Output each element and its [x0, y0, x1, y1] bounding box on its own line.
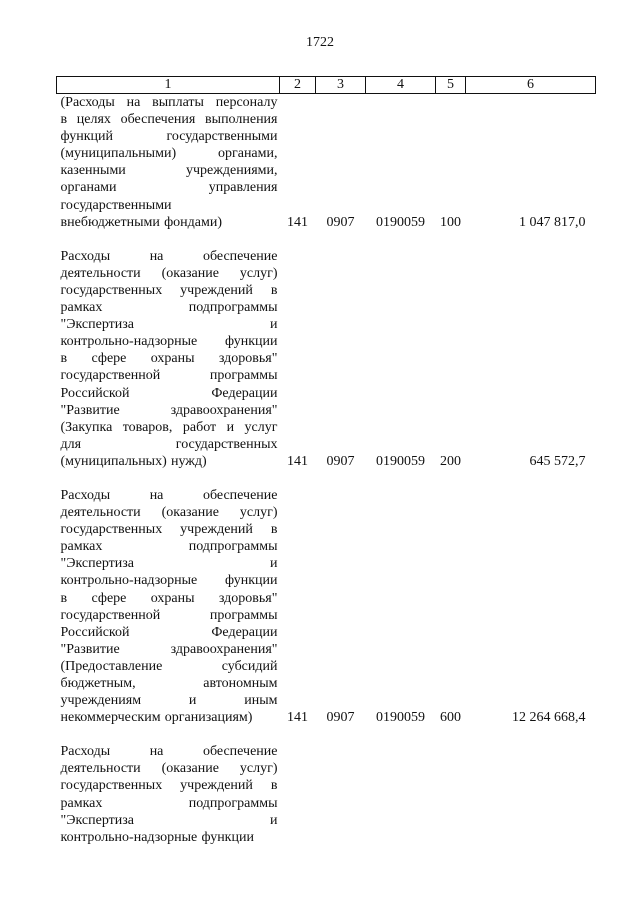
- description-word: казенными: [60, 163, 126, 179]
- description-word: "Развитие: [60, 402, 120, 418]
- description-word: Расходы: [60, 744, 111, 760]
- amount-cell: 645 572,7: [529, 453, 586, 469]
- description-word: бюджетным,: [60, 676, 136, 691]
- amount-cell: 12 264 668,4: [512, 710, 586, 726]
- description-line: [61, 709, 278, 726]
- description-word: нужд): [170, 453, 207, 469]
- description-line: [61, 743, 278, 760]
- description-word: фондами): [164, 214, 222, 230]
- description-line: [61, 607, 278, 624]
- description-word: сфере: [91, 590, 127, 606]
- description-line: [61, 265, 278, 282]
- description-word: учреждениями,: [185, 163, 278, 179]
- description-word: товаров,: [122, 419, 173, 435]
- description-word: иным: [244, 693, 278, 709]
- description-word: (Расходы: [60, 95, 115, 110]
- description-word: услуг): [239, 761, 278, 777]
- description-word: обеспечение: [202, 744, 278, 760]
- description-line: [61, 760, 278, 777]
- description-word: "Экспертиза: [60, 317, 134, 333]
- description-line: [61, 795, 278, 812]
- section-code-cell: 0907: [326, 214, 355, 230]
- description-word: Федерации: [211, 624, 278, 640]
- row-description: [57, 94, 280, 231]
- description-word: Российской: [60, 385, 130, 401]
- admin-code-cell: [280, 743, 316, 846]
- description-word: органами,: [217, 146, 278, 162]
- description-word: для: [60, 436, 82, 452]
- description-line: [61, 777, 278, 794]
- description-line: [61, 214, 278, 231]
- table-body: [57, 94, 596, 846]
- description-word: обеспечение: [202, 487, 278, 503]
- description-line: [61, 282, 278, 299]
- description-word: (муниципальными): [60, 146, 177, 162]
- description-word: рамках: [60, 795, 103, 811]
- description-word: контрольно-надзорные: [60, 334, 198, 350]
- description-word: функций: [60, 129, 113, 145]
- description-word: "Экспертиза: [60, 556, 134, 572]
- description-line: [61, 145, 278, 162]
- description-word: деятельности: [60, 505, 141, 521]
- description-line: [61, 350, 278, 367]
- description-word: в: [270, 282, 278, 298]
- description-line: [61, 316, 278, 333]
- description-word: контрольно-надзорные: [60, 829, 198, 845]
- description-word: и: [270, 812, 278, 828]
- description-word: в: [270, 778, 278, 794]
- row-spacer: [57, 231, 596, 248]
- description-word: государственных: [60, 282, 163, 298]
- description-line: [61, 128, 278, 145]
- description-word: государственной: [60, 368, 161, 384]
- description-line: [61, 521, 278, 538]
- description-word: организациям): [164, 710, 253, 726]
- description-word: государственными: [166, 129, 278, 145]
- description-line: [61, 487, 278, 504]
- description-word: на: [149, 487, 164, 503]
- description-word: услуг: [244, 419, 278, 435]
- description-word: обеспечение: [202, 248, 278, 264]
- description-word: работ: [182, 419, 217, 435]
- expense-type-cell: 200: [440, 453, 461, 469]
- description-word: программы: [209, 607, 278, 623]
- expense-type-cell: [436, 743, 466, 846]
- description-line: [61, 675, 278, 692]
- amount-cell: 1 047 817,0: [519, 214, 586, 230]
- description-word: органами: [60, 180, 117, 196]
- description-line: [61, 658, 278, 675]
- description-line: [61, 829, 278, 846]
- description-line: [61, 111, 278, 128]
- description-word: учреждений: [180, 522, 253, 538]
- description-word: "Экспертиза: [60, 812, 134, 828]
- expense-type-cell: 100: [440, 214, 461, 230]
- row-spacer: [57, 726, 596, 743]
- description-word: на: [149, 248, 164, 264]
- description-word: услуг): [239, 265, 278, 281]
- column-header-5: 5: [436, 77, 466, 94]
- description-word: деятельности: [60, 761, 141, 777]
- description-line: [61, 812, 278, 829]
- description-word: и: [188, 693, 197, 709]
- description-line: [61, 402, 278, 419]
- description-word: в: [60, 351, 68, 367]
- table-row: [57, 94, 596, 231]
- column-header-1: 1: [57, 77, 280, 94]
- admin-code-cell: 141: [287, 214, 308, 230]
- section-code-cell: 0907: [326, 710, 355, 726]
- description-word: внебюджетными: [60, 214, 160, 230]
- description-word: в: [60, 590, 68, 606]
- description-word: подпрограммы: [188, 300, 278, 316]
- description-word: (Предоставление: [60, 658, 163, 674]
- description-word: контрольно-надзорные: [60, 573, 198, 589]
- description-word: управления: [208, 180, 278, 196]
- description-word: на: [149, 744, 164, 760]
- description-word: Федерации: [211, 385, 278, 401]
- target-code-cell: 0190059: [376, 214, 425, 230]
- description-word: государственных: [60, 522, 163, 538]
- row-spacer: [57, 470, 596, 487]
- description-word: здоровья": [218, 590, 278, 606]
- description-line: [61, 333, 278, 350]
- description-word: обеспечения: [120, 112, 196, 128]
- description-word: сфере: [91, 351, 127, 367]
- description-word: подпрограммы: [188, 795, 278, 811]
- section-code-cell: 0907: [326, 453, 355, 469]
- description-line: [61, 179, 278, 196]
- column-header-6: 6: [466, 77, 596, 94]
- description-word: выполнения: [205, 112, 278, 128]
- description-word: услуг): [239, 505, 278, 521]
- description-line: [61, 641, 278, 658]
- description-word: и: [270, 556, 278, 572]
- description-line: [61, 94, 278, 111]
- description-word: программы: [209, 368, 278, 384]
- column-header-2: 2: [280, 77, 316, 94]
- row-description: [57, 743, 280, 846]
- description-line: [61, 299, 278, 316]
- description-word: (муниципальных): [60, 453, 167, 469]
- column-header-3: 3: [316, 77, 366, 94]
- description-word: государственных: [60, 778, 163, 794]
- description-word: подпрограммы: [188, 539, 278, 555]
- description-word: здравоохранения": [170, 402, 278, 418]
- description-word: персоналу: [215, 95, 278, 110]
- description-line: [61, 367, 278, 384]
- description-word: здравоохранения": [170, 641, 278, 657]
- target-code-cell: [366, 743, 436, 846]
- description-word: государственной: [60, 607, 161, 623]
- description-word: автономным: [203, 676, 278, 691]
- expense-type-cell: 600: [440, 710, 461, 726]
- amount-cell: [466, 743, 596, 846]
- table-row: [57, 487, 596, 726]
- description-word: учреждений: [180, 778, 253, 794]
- description-line: [61, 248, 278, 265]
- column-header-4: 4: [366, 77, 436, 94]
- description-word: на: [126, 95, 141, 110]
- budget-table: [56, 76, 596, 846]
- description-word: "Развитие: [60, 641, 120, 657]
- description-line: [61, 197, 278, 214]
- description-line: [61, 538, 278, 555]
- description-word: и: [226, 419, 235, 435]
- description-line: [61, 419, 278, 436]
- description-word: учреждений: [180, 282, 253, 298]
- table-row: [57, 743, 596, 846]
- description-word: охраны: [150, 590, 195, 606]
- description-word: Расходы: [60, 487, 111, 503]
- description-word: (оказание: [161, 505, 219, 521]
- description-line: [61, 692, 278, 709]
- description-line: [61, 385, 278, 402]
- description-line: [61, 453, 278, 470]
- description-word: (оказание: [161, 761, 219, 777]
- table-header-row: [57, 77, 596, 94]
- target-code-cell: 0190059: [376, 453, 425, 469]
- description-word: выплаты: [152, 95, 204, 110]
- description-word: Российской: [60, 624, 130, 640]
- description-word: функции: [225, 573, 278, 589]
- description-line: [61, 436, 278, 453]
- description-word: целях: [76, 112, 111, 128]
- description-word: рамках: [60, 539, 103, 555]
- description-word: учреждениям: [60, 693, 142, 709]
- description-line: [61, 590, 278, 607]
- row-description: [57, 487, 280, 726]
- row-description: [57, 248, 280, 470]
- target-code-cell: 0190059: [376, 710, 425, 726]
- description-word: некоммерческим: [60, 710, 161, 726]
- description-word: функции: [201, 829, 254, 845]
- description-word: рамках: [60, 300, 103, 316]
- description-word: субсидий: [221, 658, 278, 674]
- description-line: [61, 504, 278, 521]
- description-word: в: [270, 522, 278, 538]
- description-word: охраны: [150, 351, 195, 367]
- admin-code-cell: 141: [287, 453, 308, 469]
- description-line: [61, 624, 278, 641]
- section-code-cell: [316, 743, 366, 846]
- description-line: [61, 555, 278, 572]
- page-number: 1722: [306, 35, 334, 50]
- table-row: [57, 248, 596, 470]
- description-word: государственных: [175, 436, 278, 452]
- admin-code-cell: 141: [287, 710, 308, 726]
- description-word: государственными: [60, 197, 172, 213]
- description-word: здоровья": [218, 351, 278, 367]
- description-word: функции: [225, 334, 278, 350]
- description-word: и: [270, 317, 278, 333]
- description-word: деятельности: [60, 265, 141, 281]
- description-line: [61, 572, 278, 589]
- description-word: в: [60, 112, 68, 128]
- description-word: (оказание: [161, 265, 219, 281]
- description-word: (Закупка: [60, 419, 113, 435]
- description-line: [61, 162, 278, 179]
- description-word: Расходы: [60, 248, 111, 264]
